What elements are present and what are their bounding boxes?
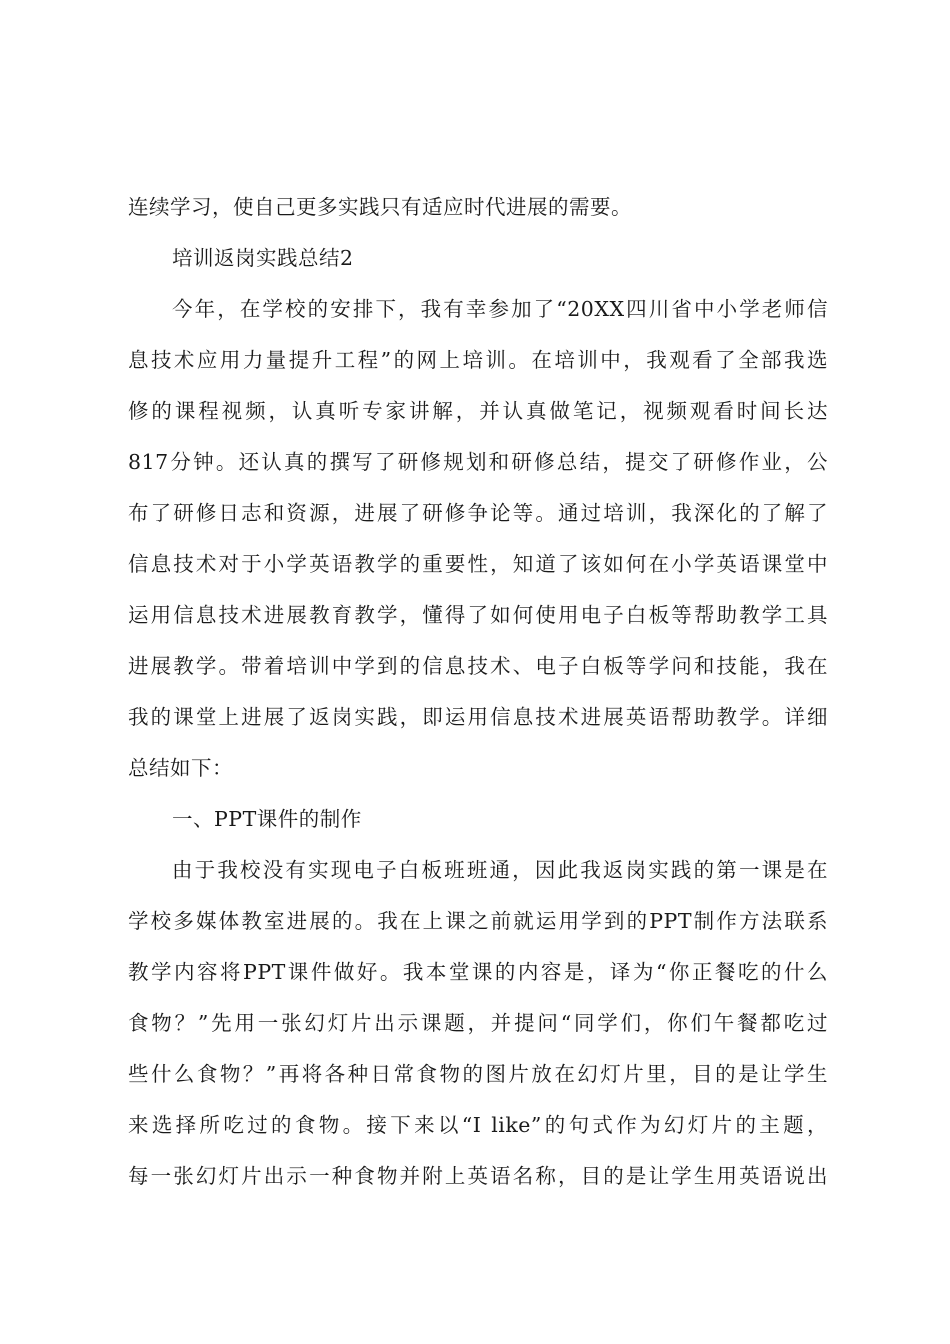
text-line: 信息技术对于小学英语教学的重要性，知道了该如何在小学英语课堂中 xyxy=(128,552,828,576)
section-title: 培训返岗实践总结2 xyxy=(172,246,354,270)
text-line: 进展教学。带着培训中学到的信息技术、电子白板等学问和技能，我在 xyxy=(128,654,828,678)
text-line: 由于我校没有实现电子白板班班通，因此我返岗实践的第一课是在 xyxy=(172,858,828,882)
text-line: 教学内容将PPT课件做好。我本堂课的内容是，译为“你正餐吃的什么 xyxy=(128,960,828,984)
text-line: 每一张幻灯片出示一种食物并附上英语名称，目的是让学生用英语说出 xyxy=(128,1164,828,1188)
text-line: 今年，在学校的安排下，我有幸参加了“20XX四川省中小学老师信 xyxy=(172,297,828,321)
text-line: 总结如下： xyxy=(128,756,233,780)
text-line: 修的课程视频，认真听专家讲解，并认真做笔记，视频观看时间长达 xyxy=(128,399,828,423)
text-line: 息技术应用力量提升工程”的网上培训。在培训中，我观看了全部我选 xyxy=(128,348,828,372)
text-line: 我的课堂上进展了返岗实践，即运用信息技术进展英语帮助教学。详细 xyxy=(128,705,828,729)
section-heading: 一、PPT课件的制作 xyxy=(172,807,362,831)
text-line: 些什么食物？”再将各种日常食物的图片放在幻灯片里，目的是让学生 xyxy=(128,1062,828,1086)
text-line: 运用信息技术进展教育教学，懂得了如何使用电子白板等帮助教学工具 xyxy=(128,603,828,627)
text-line: 来选择所吃过的食物。接下来以“I like”的句式作为幻灯片的主题， xyxy=(128,1113,828,1137)
text-line: 布了研修日志和资源，进展了研修争论等。通过培训，我深化的了解了 xyxy=(128,501,828,525)
text-line: 连续学习，使自己更多实践只有适应时代进展的需要。 xyxy=(128,195,632,219)
text-line: 学校多媒体教室进展的。我在上课之前就运用学到的PPT制作方法联系 xyxy=(128,909,828,933)
text-line: 食物？”先用一张幻灯片出示课题，并提问“同学们，你们午餐都吃过 xyxy=(128,1011,828,1035)
text-line: 817分钟。还认真的撰写了研修规划和研修总结，提交了研修作业，公 xyxy=(128,450,828,474)
